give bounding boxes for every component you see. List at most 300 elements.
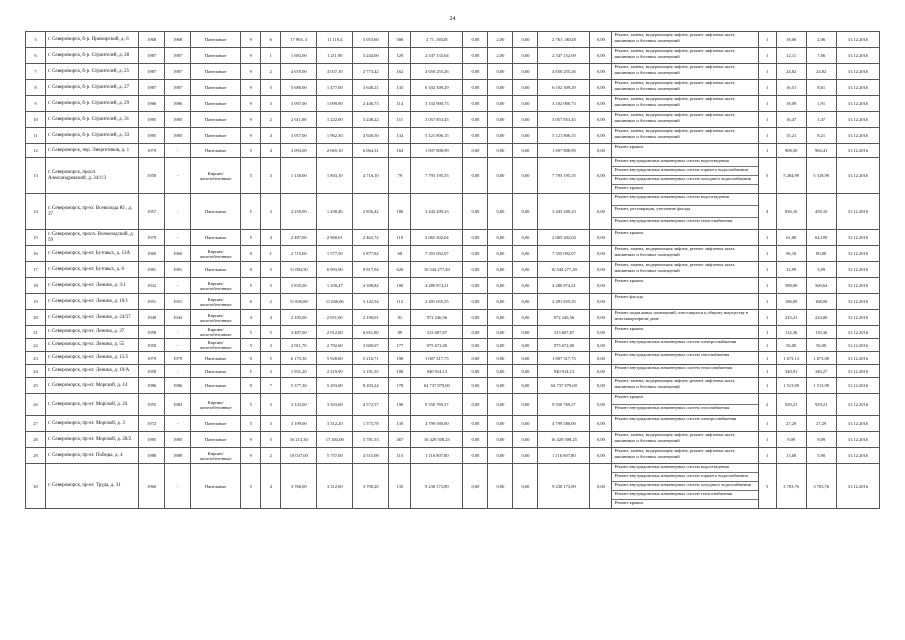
cell-y2: 1987	[165, 80, 191, 96]
cell-s1: 1	[758, 448, 776, 464]
cell-cost: 6 102 309,29	[411, 80, 463, 96]
cell-a3: 2 190,01	[353, 310, 389, 326]
work-types-cell	[612, 326, 758, 339]
cell-addr: г. Североморск, просп. Александровский, д. 34/1/3	[46, 158, 139, 194]
cell-addr: г. Североморск, б-р. Строителей, д. 29	[46, 96, 139, 112]
cell-s2: 96,16	[776, 246, 806, 262]
cell-no: 28	[26, 432, 46, 448]
cell-c5: 9 230 173,89	[538, 464, 590, 509]
cell-c6: 0,00	[590, 246, 612, 262]
cell-y1: 1986	[139, 96, 165, 112]
cell-s2: 225,41	[776, 310, 806, 326]
cell-y2: -	[165, 339, 191, 352]
cell-no: 30	[26, 464, 46, 509]
cell-s2: 1 513,99	[776, 378, 806, 394]
table-row	[26, 80, 880, 96]
work-types-cell	[612, 80, 758, 96]
table-row	[26, 64, 880, 80]
cell-s3: 224,00	[806, 310, 836, 326]
cell-a3: 4 515,08	[353, 448, 389, 464]
cell-s3: 119,36	[806, 326, 836, 339]
cell-a3: 3 680,67	[353, 339, 389, 352]
cell-en: 5	[261, 278, 281, 294]
cell-c6: 0,00	[590, 432, 612, 448]
work-types-cell	[612, 448, 758, 464]
cell-res: 134	[389, 128, 411, 144]
cell-y2: -	[165, 416, 191, 432]
work-type: Ремонт внутридомовых инженерных систем газоснабжения	[614, 405, 730, 410]
cell-a2: 3 312,00	[317, 464, 353, 509]
cell-c6: 0,00	[590, 352, 612, 365]
work-types-cell	[612, 112, 758, 128]
cell-y1: 1987	[139, 80, 165, 96]
cell-y1: 1960	[139, 246, 165, 262]
cell-c4: 0,00	[513, 278, 538, 294]
cell-s2: 24,82	[776, 64, 806, 80]
cell-dt: 31.12.2016	[836, 339, 879, 352]
work-type: Ремонт внутридомовых инженерных систем водоотведения	[612, 194, 757, 206]
cell-mat: Панельные	[191, 96, 241, 112]
work-types-cell	[612, 262, 758, 278]
cell-s2: 908,50	[776, 144, 806, 158]
cell-en: 2	[261, 448, 281, 464]
cell-no: 17	[26, 262, 46, 278]
cell-res: 89	[389, 326, 411, 339]
cell-c5: 9 550 769,37	[538, 394, 590, 416]
cell-s2: 186,09	[776, 294, 806, 310]
cell-cost: 10 544 277,49	[411, 262, 463, 278]
cell-y1: 1988	[139, 448, 165, 464]
work-type: Ремонт, замена, модернизация лифтов, ремонт лифтовых шахт, машинных и блочных помещений	[614, 80, 736, 91]
cell-a3: 3 648,21	[353, 80, 389, 96]
cell-c3: 0,00	[488, 378, 513, 394]
cell-addr: г. Североморск, просп. Всеволодский, д. 59	[46, 230, 139, 246]
cell-res: 81	[389, 310, 411, 326]
cell-a3: 3 244,00	[353, 48, 389, 64]
cell-dt: 31.12.2016	[836, 246, 879, 262]
cell-c4: 0,00	[513, 96, 538, 112]
cell-y2: -	[165, 464, 191, 509]
cell-a1: 3 143,00	[281, 394, 317, 416]
cell-c2: 0,00	[463, 262, 488, 278]
cell-fl: 9	[241, 262, 261, 278]
cell-a3: 4 716,10	[353, 158, 389, 194]
cell-y1: 1987	[139, 48, 165, 64]
cell-a1: 10 037,00	[281, 448, 317, 464]
cell-res: 111	[389, 112, 411, 128]
cell-addr: г. Североморск, пр-кт. Ленина, д. 55	[46, 339, 139, 352]
table-row	[26, 416, 880, 432]
cell-a1: 3 766,00	[281, 464, 317, 509]
cell-c3: 0,00	[488, 310, 513, 326]
cell-fl: 9	[241, 32, 261, 48]
cell-a2: 1 577,50	[317, 246, 353, 262]
cell-c4: 0,00	[513, 128, 538, 144]
cell-s1: 1	[758, 32, 776, 48]
cell-s3: 1,91	[806, 96, 836, 112]
cell-en: 2	[261, 64, 281, 80]
cell-c2: 0,00	[463, 310, 488, 326]
cell-no: 18	[26, 278, 46, 294]
cell-s2: 1 673,13	[776, 352, 806, 365]
cell-fl: 5	[241, 339, 261, 352]
cell-c6: 0,00	[590, 194, 612, 230]
cell-c2: 0,00	[463, 64, 488, 80]
cell-c4: 0,00	[513, 230, 538, 246]
cell-c3: 0,00	[488, 230, 513, 246]
cell-fl: 4	[241, 310, 261, 326]
cell-addr: г. Североморск, б-р. Строителей, д. 27	[46, 80, 139, 96]
cell-c5: 10 544 277,49	[538, 262, 590, 278]
cell-mat: Кирпич/ железобетонные	[191, 310, 241, 326]
cell-fl: 5	[241, 278, 261, 294]
cell-c3: 0,00	[488, 365, 513, 378]
cell-c2: 0,00	[463, 378, 488, 394]
cell-c6: 0,00	[590, 310, 612, 326]
cell-c2: 0,00	[463, 80, 488, 96]
cell-c5: 2 491 655,35	[538, 294, 590, 310]
cell-addr: г. Североморск, б-р. Строителей, д. 31	[46, 112, 139, 128]
cell-en: 2	[261, 112, 281, 128]
cell-en: 2	[261, 294, 281, 310]
cell-c2: 0,00	[463, 294, 488, 310]
cell-no: 9	[26, 96, 46, 112]
cell-c4: 0,00	[513, 294, 538, 310]
cell-addr: г. Североморск, пр-кт. Ленина, д. 37	[46, 326, 139, 339]
cell-res: 196	[389, 394, 411, 416]
cell-fl: 5	[241, 158, 261, 194]
cell-c5: 972 246,56	[538, 310, 590, 326]
cell-a3: 6 651,80	[353, 326, 389, 339]
cell-s1: 1	[758, 432, 776, 448]
cell-a2: 1 099,90	[317, 96, 353, 112]
table-row	[26, 246, 880, 262]
cell-a3: 2 446,73	[353, 96, 389, 112]
cell-s3: 9,09	[806, 432, 836, 448]
cell-y1: 1958	[139, 326, 165, 339]
cell-c5: 2 761 ,36528	[538, 32, 590, 48]
cell-en: 1	[261, 246, 281, 262]
cell-mat: Кирпич/ железобетонные	[191, 394, 241, 416]
cell-mat: Панельные	[191, 48, 241, 64]
cell-dt: 31.12.2016	[836, 432, 879, 448]
cell-y2: 1985	[165, 432, 191, 448]
cell-a1: 2 715,00	[281, 246, 317, 262]
cell-c4: 0,00	[513, 262, 538, 278]
cell-fl: 9	[241, 378, 261, 394]
work-type: Ремонт внутридомовых инженерных систем холодного водоснабжения	[612, 176, 757, 185]
cell-a2: 5 293,00	[317, 378, 353, 394]
cell-cost: 4 650 255,26	[411, 64, 463, 80]
cell-y1: 1958	[139, 158, 165, 194]
cell-a2: 5 928,60	[317, 352, 353, 365]
cell-cost: 16 429 508,25	[411, 432, 463, 448]
cell-mat: Панельные	[191, 464, 241, 509]
cell-s1: 1	[758, 128, 776, 144]
cell-no: 10	[26, 112, 46, 128]
cell-dt: 31.12.2016	[836, 48, 879, 64]
cell-y2: 1981	[165, 262, 191, 278]
cell-c2: 0,00	[463, 416, 488, 432]
cell-c3: 0,00	[488, 394, 513, 416]
cell-c5: 64 737 879,00	[538, 378, 590, 394]
cell-c4: 0,00	[513, 112, 538, 128]
cell-c2: 0,00	[463, 246, 488, 262]
cell-c2: 0,00	[463, 32, 488, 48]
cell-c4: 0,00	[513, 432, 538, 448]
work-type: Ремонт, замена, модернизация лифтов, ремонт лифтовых шахт, машинных и блочных помещений	[614, 448, 736, 459]
cell-addr: г. Североморск, пр-кт. Ленина, д. 19/А	[46, 365, 139, 378]
cell-s1: 5	[758, 158, 776, 194]
work-types-cell	[612, 230, 758, 246]
cell-c6: 0,00	[590, 112, 612, 128]
cell-addr: г. Североморск, пр-кт. Ленина, д. 16/1	[46, 294, 139, 310]
work-type: Ремонт фасада	[614, 294, 643, 299]
table-row	[26, 352, 880, 365]
table-row	[26, 339, 880, 352]
cell-c3: 0,00	[488, 352, 513, 365]
cell-res: 129	[389, 48, 411, 64]
cell-c5: 4 280 874,21	[538, 278, 590, 294]
cell-c6: 0,00	[590, 96, 612, 112]
cell-c5: 975 672,00	[538, 339, 590, 352]
cell-res: 112	[389, 294, 411, 310]
cell-cost: 3 443 209,23	[411, 194, 463, 230]
cell-s1: 1	[758, 310, 776, 326]
cell-s3: 8,21	[806, 128, 836, 144]
cell-c6: 0,00	[590, 448, 612, 464]
cell-addr: г. Североморск, пр-кт. Морской, д. 3	[46, 416, 139, 432]
cell-en: 4	[261, 144, 281, 158]
cell-a3: 5 877,82	[353, 246, 389, 262]
cell-c2: 0,00	[463, 278, 488, 294]
table-row	[26, 326, 880, 339]
cell-s3: 5,90	[806, 448, 836, 464]
cell-s3: 7,66	[806, 48, 836, 64]
cell-s1: 1	[758, 294, 776, 310]
cell-y2: -	[165, 278, 191, 294]
cell-c6: 0,00	[590, 48, 612, 64]
cell-s3: 1,47	[806, 112, 836, 128]
cell-cost: 2 491 655,35	[411, 294, 463, 310]
cell-no: 8	[26, 80, 46, 96]
cell-cost: 4 280 874,21	[411, 278, 463, 294]
cell-a1: 11 830,00	[281, 294, 317, 310]
cell-c6: 0,00	[590, 278, 612, 294]
cell-c4: 0,00	[513, 326, 538, 339]
cell-a2: 4 037,10	[317, 64, 353, 80]
cell-y1: 1955	[139, 394, 165, 416]
cell-dt: 31.12.2016	[836, 64, 879, 80]
cell-fl: 9	[241, 246, 261, 262]
cell-y1: 1932	[139, 278, 165, 294]
cell-y1: 1950	[139, 339, 165, 352]
cell-en: 5	[261, 326, 281, 339]
cell-s2: 15,21	[776, 128, 806, 144]
cell-c5: 3 443 209,23	[538, 194, 590, 230]
cell-fl: 9	[241, 432, 261, 448]
cell-a3: 6 064,31	[353, 144, 389, 158]
cell-a1: 3 093,00	[281, 144, 317, 158]
cell-cost: 1 007 317,75	[411, 352, 463, 365]
cell-addr: г. Североморск, пер. Энергетиков, д. 1	[46, 144, 139, 158]
cell-res: 177	[389, 339, 411, 352]
cell-s3: 340,27	[806, 365, 836, 378]
cell-c2: 0,00	[463, 432, 488, 448]
cell-c6: 0,00	[590, 230, 612, 246]
table-row	[26, 378, 880, 394]
cell-s3: 569,64	[806, 278, 836, 294]
cell-a1: 2 611,00	[281, 112, 317, 128]
cell-cost: 3 057 853,45	[411, 112, 463, 128]
cell-cost: 7 355 092,07	[411, 246, 463, 262]
cell-en: 4	[261, 128, 281, 144]
work-types-cell	[612, 310, 758, 326]
cell-cost: 313 607,87	[411, 326, 463, 339]
work-type: Ремонт, замена, модернизация лифтов, ремонт лифтовых шахт, машинных и блочных помещений	[614, 262, 736, 273]
cell-dt: 31.12.2016	[836, 112, 879, 128]
cell-s3: 168,08	[806, 294, 836, 310]
cell-cost: 2 547 133,64	[411, 48, 463, 64]
cell-s1: 1	[758, 278, 776, 294]
cell-res: 135	[389, 80, 411, 96]
cell-c4: 0,00	[513, 352, 538, 365]
cell-a2: 11 119,4	[317, 32, 353, 48]
work-type: Ремонт внутридомовых инженерных систем теплоснабжения	[614, 365, 733, 370]
cell-a2: 6 993,90	[317, 262, 353, 278]
cell-mat: Панельные	[191, 230, 241, 246]
cell-y1: 1972	[139, 416, 165, 432]
cell-y2: -	[165, 365, 191, 378]
cell-c3: 0,00	[488, 432, 513, 448]
cell-c4: 0,00	[513, 416, 538, 432]
table-row	[26, 394, 880, 416]
table-body	[26, 32, 880, 509]
cell-mat: Панельные	[191, 32, 241, 48]
cell-c2: 0,00	[463, 144, 488, 158]
cell-c4: 0,00	[513, 448, 538, 464]
cell-c3: 0,00	[488, 128, 513, 144]
cell-c6: 0,00	[590, 416, 612, 432]
work-types-cell	[612, 294, 758, 310]
cell-a2: 1 803,10	[317, 158, 353, 194]
cell-mat: Панельные	[191, 378, 241, 394]
cell-res: 139	[389, 416, 411, 432]
cell-c4: 0,00	[513, 394, 538, 416]
cell-a2: 2 792,60	[317, 339, 353, 352]
cell-no: 16	[26, 246, 46, 262]
work-types-cell	[612, 352, 758, 365]
cell-a3: 3 191,35	[353, 365, 389, 378]
cell-s2: 18,06	[776, 32, 806, 48]
cell-c3: 0,00	[488, 294, 513, 310]
cell-a3: 2 856,42	[353, 194, 389, 230]
work-type: Ремонт внутридомовых инженерных систем электроснабжения	[614, 416, 737, 421]
cell-y1: 1979	[139, 352, 165, 365]
cell-s1: 1	[758, 112, 776, 128]
cell-a2: 1 477,00	[317, 80, 353, 96]
cell-en: 3	[261, 339, 281, 352]
cell-c5: 1 697 808,99	[538, 144, 590, 158]
cell-addr: г. Североморск, б-р. Строителей, д. 25	[46, 64, 139, 80]
cell-s1: 1	[758, 352, 776, 365]
cell-y2: 1983	[165, 394, 191, 416]
cell-a3: 2 773,42	[353, 64, 389, 80]
table-row	[26, 294, 880, 310]
cell-cost: 64 737 879,00	[411, 378, 463, 394]
work-type: Ремонт крыши	[612, 394, 757, 405]
cell-a1: 2 250,00	[281, 194, 317, 230]
cell-a3: 4 572,57	[353, 394, 389, 416]
cell-c5: 2 547 152,69	[538, 48, 590, 64]
cell-c5: 3 057 853,45	[538, 112, 590, 128]
cell-y1: 1985	[139, 128, 165, 144]
cell-addr: г. Североморск, пр-кт. Всеволода Ю., д. 37	[46, 194, 139, 230]
cell-c6: 0,00	[590, 64, 612, 80]
cell-s3: 3 703,76	[806, 464, 836, 509]
cell-a3: 9 917,94	[353, 262, 389, 278]
cell-en: 4	[261, 464, 281, 509]
cell-s2: 12,99	[776, 262, 806, 278]
cell-c4: 0,00	[513, 80, 538, 96]
cell-fl: 6	[241, 294, 261, 310]
cell-c4: 0,00	[513, 144, 538, 158]
work-type: Ремонт внутридомовых инженерных систем теплоснабжения	[614, 218, 733, 223]
cell-fl: 5	[241, 326, 261, 339]
cell-a2: 2 912,00	[317, 326, 353, 339]
cell-s2: 3 703,76	[776, 464, 806, 509]
cell-dt: 31.12.2016	[836, 158, 879, 194]
work-type: Ремонт внутридомовых инженерных систем горячего водоснабжения	[612, 473, 757, 482]
cell-c2: 0,00	[463, 230, 488, 246]
cell-a1: 3 487,00	[281, 326, 317, 339]
cell-a3: 5 781,53	[353, 432, 389, 448]
cell-dt: 31.12.2016	[836, 448, 879, 464]
cell-fl: 9	[241, 448, 261, 464]
cell-cost: 5 121 806,15	[411, 128, 463, 144]
cell-a1: 6 175,30	[281, 352, 317, 365]
cell-s3: 929,21	[806, 394, 836, 416]
cell-s2: 27,29	[776, 416, 806, 432]
cell-no: 24	[26, 365, 46, 378]
cell-dt: 31.12.2016	[836, 32, 879, 48]
cell-a3: 3 142,54	[353, 294, 389, 310]
cell-fl: 9	[241, 352, 261, 365]
cell-res: 115	[389, 448, 411, 464]
cell-a3: 1 573,78	[353, 416, 389, 432]
cell-s3: 80,00	[806, 246, 836, 262]
work-type: Ремонт внутридомовых инженерных систем газоснабжения	[614, 352, 730, 357]
cell-y1: 1951	[139, 294, 165, 310]
cell-s2: 929,21	[776, 394, 806, 416]
cell-addr: г. Североморск, пр-кт. Ленина, д. 24/37	[46, 310, 139, 326]
work-type: Ремонт, замена, модернизация лифтов, ремонт лифтовых шахт, машинных и блочных помещений	[614, 246, 736, 257]
cell-cost: 1 116 807,80	[411, 448, 463, 464]
cell-y1: 1949	[139, 310, 165, 326]
cell-dt: 31.12.2016	[836, 194, 879, 230]
cell-a1: 1 130,00	[281, 158, 317, 194]
cell-mat: Панельные	[191, 262, 241, 278]
cell-s3: 458,10	[806, 194, 836, 230]
cell-mat: Кирпич/ железобетонные	[191, 158, 241, 194]
cell-dt: 31.12.2016	[836, 352, 879, 365]
cell-s3: 5 318,99	[806, 158, 836, 194]
cell-a2: 2 051,00	[317, 310, 353, 326]
cell-addr: г. Североморск, пр-кт. Морской, д. 14	[46, 378, 139, 394]
cell-c6: 0,00	[590, 378, 612, 394]
cell-c6: 0,00	[590, 80, 612, 96]
cell-c2: 0,00	[463, 128, 488, 144]
